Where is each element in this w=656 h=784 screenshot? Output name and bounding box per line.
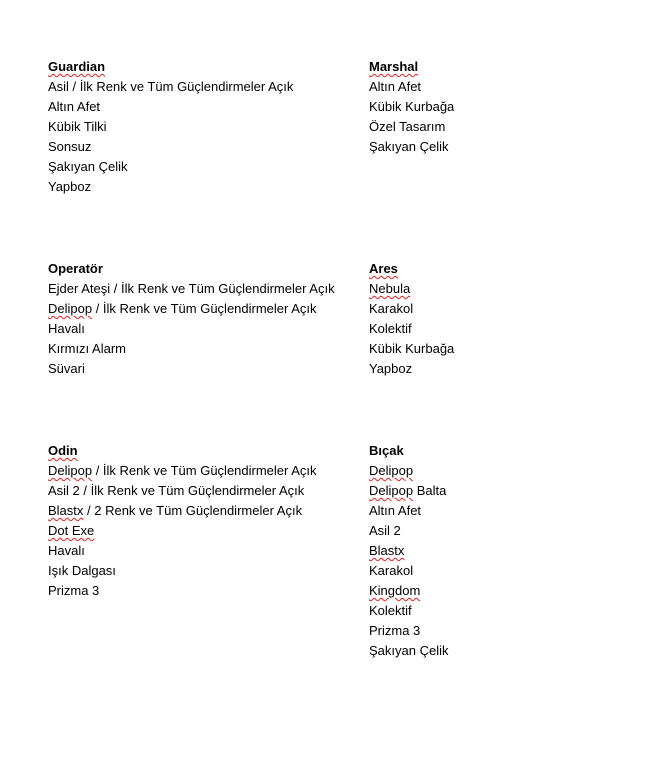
list-item: Delipop / İlk Renk ve Tüm Güçlendirmeler Açık <box>48 301 317 316</box>
list-item: Asil 2 / İlk Renk ve Tüm Güçlendirmeler Açık <box>48 483 305 498</box>
list-item: Asil / İlk Renk ve Tüm Güçlendirmeler Açık <box>48 79 294 94</box>
list-item: Kingdom <box>369 583 421 598</box>
list-item: Süvari <box>48 361 85 376</box>
list-item: Prizma 3 <box>48 583 100 598</box>
list-item: Dot Exe <box>48 523 95 538</box>
section-guardian <box>48 57 293 197</box>
section-heading: Guardian <box>48 59 106 74</box>
list-item: Delipop Balta <box>369 483 447 498</box>
section-odin <box>48 441 317 601</box>
list-item: Asil 2 <box>369 523 401 538</box>
list-item: Karakol <box>369 301 414 316</box>
section-heading: Marshal <box>369 59 419 74</box>
list-item: Havalı <box>48 321 85 336</box>
section-ares <box>369 259 454 379</box>
list-item: Nebula <box>369 281 411 296</box>
list-item: Ejder Ateşi / İlk Renk ve Tüm Güçlendirmeler Açık <box>48 281 335 296</box>
section-heading: Ares <box>369 261 398 276</box>
list-item: Işık Dalgası <box>48 563 116 578</box>
section-marshal <box>369 57 454 157</box>
list-item: Şakıyan Çelik <box>48 159 128 174</box>
list-item: Prizma 3 <box>369 623 421 638</box>
list-item: Karakol <box>369 563 414 578</box>
list-item: Blastx <box>369 543 405 558</box>
list-item: Kolektif <box>369 321 412 336</box>
section-operator <box>48 259 335 379</box>
list-item: Kübik Kurbağa <box>369 341 455 356</box>
list-item: Yapboz <box>48 179 92 194</box>
list-item: Kübik Kurbağa <box>369 99 455 114</box>
list-item: Kırmızı Alarm <box>48 341 127 356</box>
section-heading: Operatör <box>48 261 103 276</box>
list-item: Sonsuz <box>48 139 92 154</box>
list-item: Şakıyan Çelik <box>369 643 449 658</box>
list-item: Delipop / İlk Renk ve Tüm Güçlendirmeler Açık <box>48 463 317 478</box>
list-item: Kolektif <box>369 603 412 618</box>
list-item: Delipop <box>369 463 414 478</box>
list-item: Blastx / 2 Renk ve Tüm Güçlendirmeler Açık <box>48 503 303 518</box>
list-item: Şakıyan Çelik <box>369 139 449 154</box>
list-item: Altın Afet <box>48 99 101 114</box>
section-bicak <box>369 441 448 661</box>
list-item: Yapboz <box>369 361 413 376</box>
section-heading: Bıçak <box>369 443 404 458</box>
list-item: Havalı <box>48 543 85 558</box>
list-item: Altın Afet <box>369 79 422 94</box>
section-heading: Odin <box>48 443 78 458</box>
list-item: Altın Afet <box>369 503 422 518</box>
list-item: Özel Tasarım <box>369 119 446 134</box>
list-item: Kübik Tilki <box>48 119 107 134</box>
